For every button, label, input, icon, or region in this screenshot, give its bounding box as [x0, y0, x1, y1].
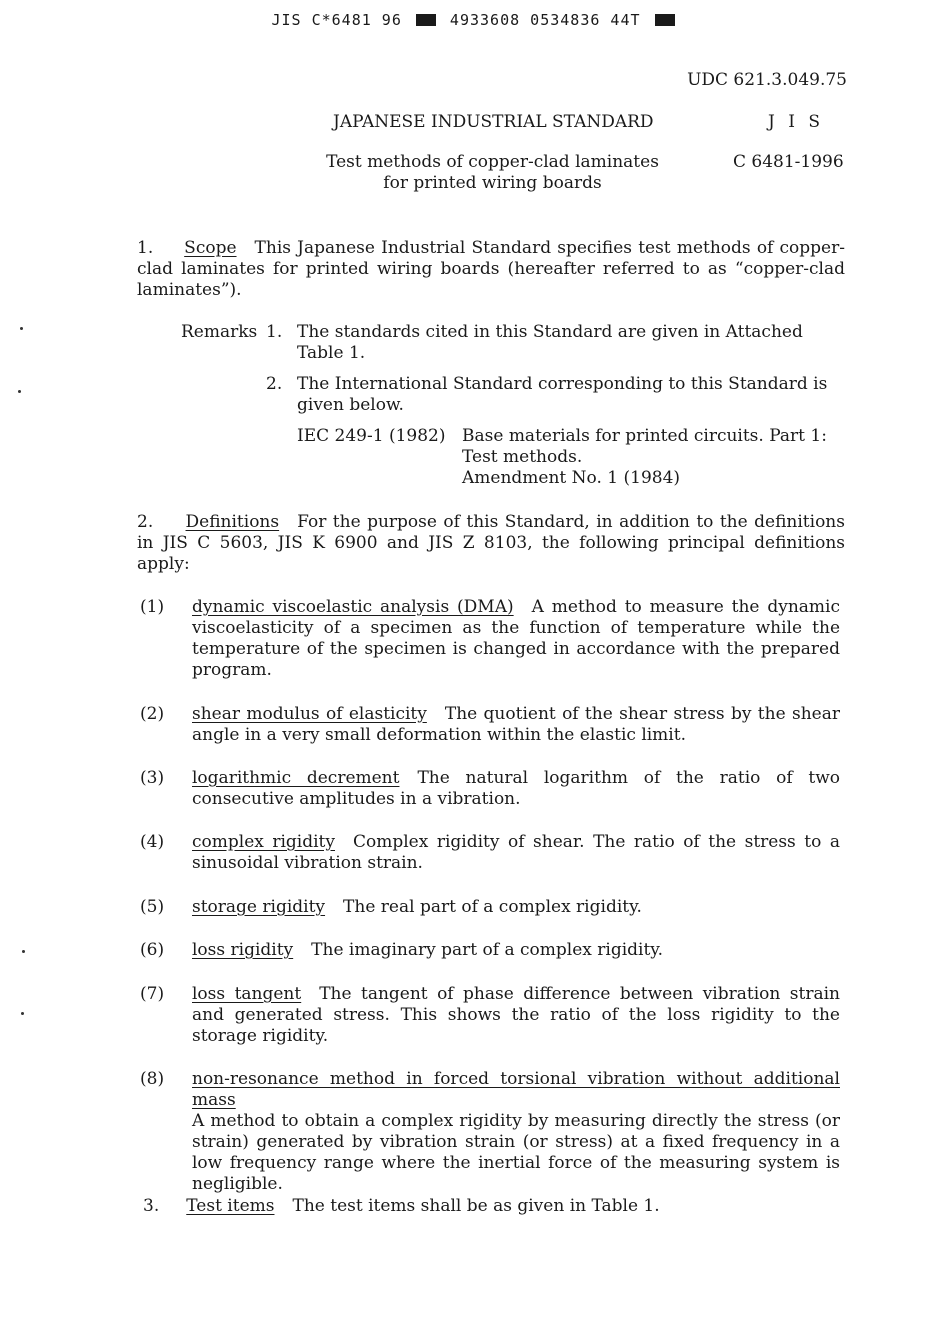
- definition-item: [192, 597, 840, 681]
- definition-item: [192, 897, 840, 918]
- definition-number: (3): [140, 768, 165, 788]
- scan-speck: [22, 950, 25, 953]
- section-heading: Test items: [186, 1196, 275, 1216]
- barcode-mark: [655, 14, 675, 26]
- definition-term: storage rigidity: [192, 897, 326, 917]
- definitions-section: [137, 512, 845, 575]
- definition-text: The imaginary part of a complex rigidity.: [311, 940, 664, 960]
- definition-item: [192, 984, 840, 1047]
- definition-text: A method to obtain a complex rigidity by measuring directly the stress (or strain) generated by vibration strain (or stress) at a fixed frequency in a low frequency range where the inertial force of the measuring system is negligible.: [192, 1111, 840, 1194]
- section-text: For the purpose of this Standard, in addition to the definitions in JIS C 5603, JIS K 6900 and JIS Z 8103, the following principal definitions apply:: [137, 512, 845, 574]
- definition-term: loss tangent: [192, 984, 302, 1004]
- iec-reference: IEC 249-1 (1982): [297, 426, 446, 446]
- page-title: JAPANESE INDUSTRIAL STANDARD: [333, 112, 654, 132]
- definition-number: (2): [140, 704, 165, 724]
- definition-number: (1): [140, 597, 165, 617]
- definition-number: (5): [140, 897, 165, 917]
- document-code-header: [0, 10, 950, 31]
- section-heading: Definitions: [185, 512, 280, 532]
- udc-number: UDC 621.3.049.75: [687, 70, 847, 90]
- remark-text: The standards cited in this Standard are given in Attached Table 1.: [297, 322, 803, 363]
- section-text: The test items shall be as given in Table 1.: [292, 1196, 660, 1216]
- definition-term: shear modulus of elasticity: [192, 704, 427, 724]
- definition-text: Complex rigidity of shear. The ratio of the stress to a sinusoidal vibration strain.: [192, 832, 841, 873]
- scan-speck: [18, 390, 21, 393]
- definition-text: The quotient of the shear stress by the shear angle in a very small deformation within the elastic limit.: [192, 704, 840, 745]
- definition-text: A method to measure the dynamic viscoelasticity of a specimen as the function of temperature while the temperature of the specimen is changed in accordance with the prepared program.: [192, 597, 840, 680]
- scope-section: [137, 238, 845, 301]
- section-text: This Japanese Industrial Standard specifies test methods of copper-clad laminates for printed wiring boards (hereafter referred to as “copper-clad laminates”).: [137, 238, 845, 300]
- test-items-section: [143, 1196, 843, 1217]
- definition-text: The real part of a complex rigidity.: [343, 897, 642, 917]
- definition-text: The tangent of phase difference between vibration strain and generated stress. This shows the ratio of the loss rigidity to the storage rigidity.: [192, 984, 840, 1046]
- scan-speck: [21, 1012, 24, 1015]
- section-number: 3.: [143, 1196, 160, 1216]
- iec-amendment: Amendment No. 1 (1984): [462, 468, 681, 488]
- code-b: 4933608 0534836 44T: [449, 11, 641, 29]
- definition-item: [192, 832, 840, 874]
- remark-number: 2.: [266, 374, 283, 394]
- standard-number: C 6481-1996: [733, 152, 844, 172]
- jis-label: J I S: [768, 112, 824, 132]
- iec-title: [462, 426, 852, 489]
- definition-number: (6): [140, 940, 165, 960]
- definition-term: complex rigidity: [192, 832, 335, 852]
- definition-term: dynamic viscoelastic analysis (DMA): [192, 597, 514, 617]
- remark-number: 1.: [266, 322, 283, 342]
- barcode-mark: [416, 14, 436, 26]
- code-a: JIS C*6481 96: [271, 11, 402, 29]
- definition-number: (4): [140, 832, 165, 852]
- definition-item: [192, 768, 840, 810]
- definition-term: logarithmic decrement: [192, 768, 400, 788]
- definition-item: [192, 1069, 840, 1195]
- subtitle-line: for printed wiring boards: [383, 173, 602, 193]
- section-heading: Scope: [184, 238, 237, 258]
- remark-text: The International Standard corresponding to this Standard is given below.: [297, 374, 828, 415]
- definition-term: loss rigidity: [192, 940, 294, 960]
- iec-title-text: Base materials for printed circuits. Part 1: Test methods.: [462, 426, 827, 467]
- section-number: 1.: [137, 238, 154, 258]
- definition-number: (8): [140, 1069, 165, 1089]
- subtitle-line: Test methods of copper-clad laminates: [326, 152, 659, 172]
- remarks-label: Remarks: [181, 322, 258, 342]
- scan-speck: [20, 327, 23, 330]
- document-subtitle: [320, 152, 665, 194]
- definition-text: The natural logarithm of the ratio of two consecutive amplitudes in a vibration.: [192, 768, 840, 809]
- definition-item: [192, 940, 840, 961]
- definition-item: [192, 704, 840, 746]
- section-number: 2.: [137, 512, 154, 532]
- definition-number: (7): [140, 984, 165, 1004]
- definition-term: non-resonance method in forced torsional vibration without additional mass: [192, 1069, 840, 1110]
